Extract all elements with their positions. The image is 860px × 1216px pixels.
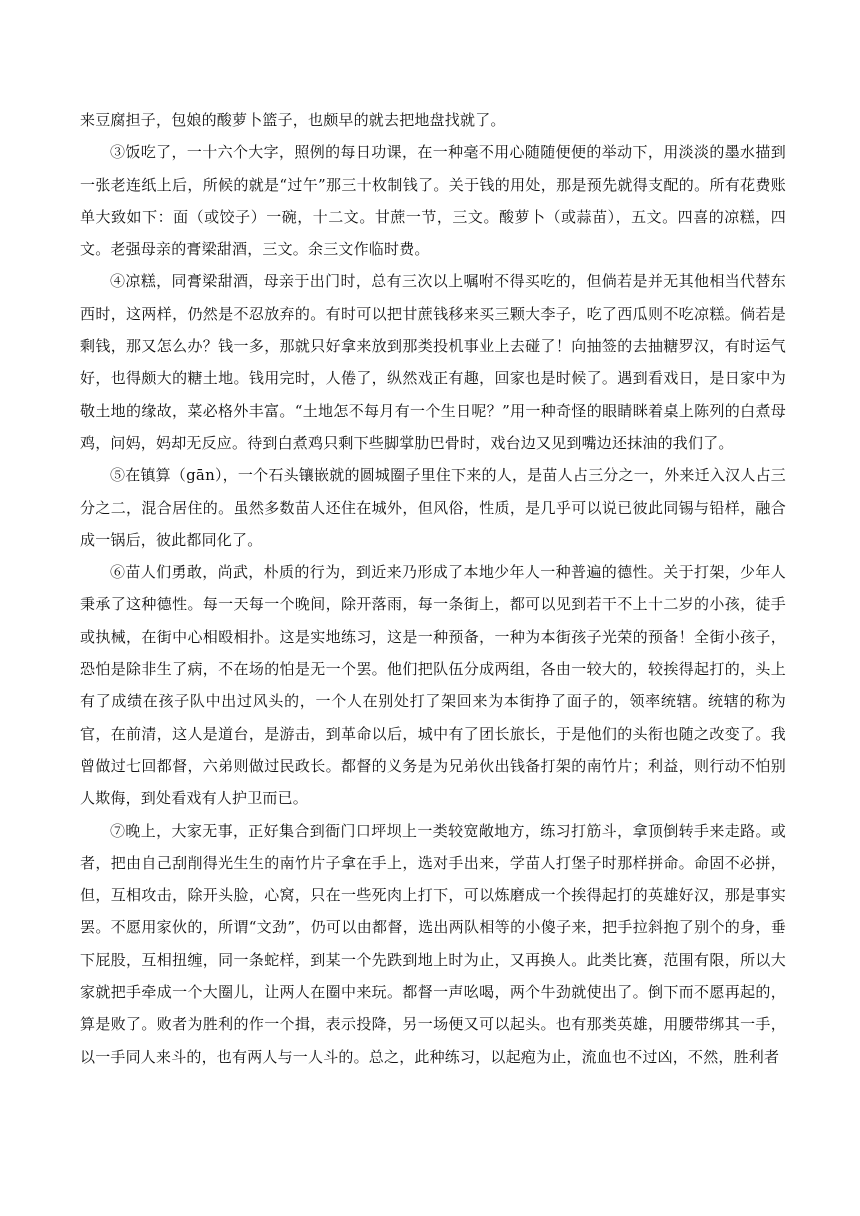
paragraph-continuation: 来豆腐担子，包娘的酸萝卜篮子，也颇早的就去把地盘找就了。 [80, 111, 506, 129]
paragraph-4: ④凉糕，同膏梁甜酒，母亲于出门时，总有三次以上嘱咐不得买吃的，但倘若是并无其他相当代替东西时，这两样，仍然是不忍放弃的。有时可以把甘蔗钱移来买三颗大李子，吃了西瓜则不吃凉糕。倘若是剩钱，那又怎么办？钱一多，那就只好拿来放到那类投机事业上去碰了！向抽签的去抽糖罗汉，有时运气好，也得颇大的糖土地。钱用完时，人倦了，纵然戏正有趣，回家也是时候了。遇到看戏日，是日家中为敬土地的缘故，菜必格外丰富。“土地怎不每月有一个生日呢？”用一种奇怪的眼睛眯着桌上陈列的白煮母鸡，问妈，妈却无反应。待到白煮鸡只剩下些脚掌肋巴骨时，戏台边又见到嘴边还抹油的我们了。 [80, 272, 786, 452]
paragraph-7: ⑦晚上，大家无事，正好集合到衙门口坪坝上一类较宽敞地方，练习打筋斗，拿顶倒转手来走路。或者，把由自己刮削得光生生的南竹片子拿在手上，选对手出来，学苗人打堡子时那样拼命。命固不必拼，但，互相攻击，除开头脸，心窝，只在一些死肉上打下，可以炼磨成一个挨得起打的英雄好汉，那是事实罢。不愿用家伙的，所谓“文劲”，仍可以由都督，选出两队相等的小傻子来，把手拉斜抱了别个的身，垂下屁股，互相扭缠，同一条蛇样，到某一个先跌到地上时为止，又再换人。此类比赛，范围有限，所以大家就把手牵成一个大圈儿，让两人在圈中来玩。都督一声吆喝，两个牛劲就使出了。倒下而不愿再起的，算是败了。败者为胜利的作一个揖，表示投降，另一场便又可以起头。也有那类英雄，用腰带绑其一手，以一手同人来斗的，也有两人与一人斗的。总之，此种练习，以起疱为止，流血也不过凶，不然，胜利者 [80, 821, 786, 1066]
document-body [80, 104, 786, 1073]
paragraph-3: ③饭吃了，一十六个大字，照例的每日功课，在一种毫不用心随随便便的举动下，用淡淡的墨水描到一张老连纸上后，所候的就是“过午”那三十枚制钱了。关于钱的用处，那是预先就得支配的。所有花费账单大致如下：面（或饺子）一碗，十二文。甘蔗一节，三文。酸萝卜（或蒜苗），五文。四喜的凉糕，四文。老强母亲的膏梁甜酒，三文。余三文作临时费。 [80, 143, 786, 259]
paragraph-6: ⑥苗人们勇敢，尚武，朴质的行为，到近来乃形成了本地少年人一种普遍的德性。关于打架，少年人秉承了这种德性。每一天每一个晚间，除开落雨，每一条街上，都可以见到若干不上十二岁的小孩，徒手或执械，在街中心相殴相扑。这是实地练习，这是一种预备，一种为本街孩子光荣的预备！全街小孩子，恐怕是除非生了病，不在场的怕是无一个罢。他们把队伍分成两组，各由一较大的，较挨得起打的，头上有了成绩在孩子队中出过风头的，一个人在别处打了架回来为本街挣了面子的，领率统辖。统辖的称为官，在前清，这人是道台，是游击，到革命以后，城中有了团长旅长，于是他们的头衔也随之改变了。我曾做过七回都督，六弟则做过民政长。都督的义务是为兄弟伙出钱备打架的南竹片；利益，则行动不怕别人欺侮，到处看戏有人护卫而已。 [80, 563, 786, 808]
paragraph-5: ⑤在镇算（gān），一个石头镶嵌就的圆城圈子里住下来的人，是苗人占三分之一，外来迁入汉人占三分之二，混合居住的。虽然多数苗人还住在城外，但风俗，性质，是几乎可以说已彼此同锡与铅样，融合成一锅后，彼此都同化了。 [80, 466, 786, 549]
